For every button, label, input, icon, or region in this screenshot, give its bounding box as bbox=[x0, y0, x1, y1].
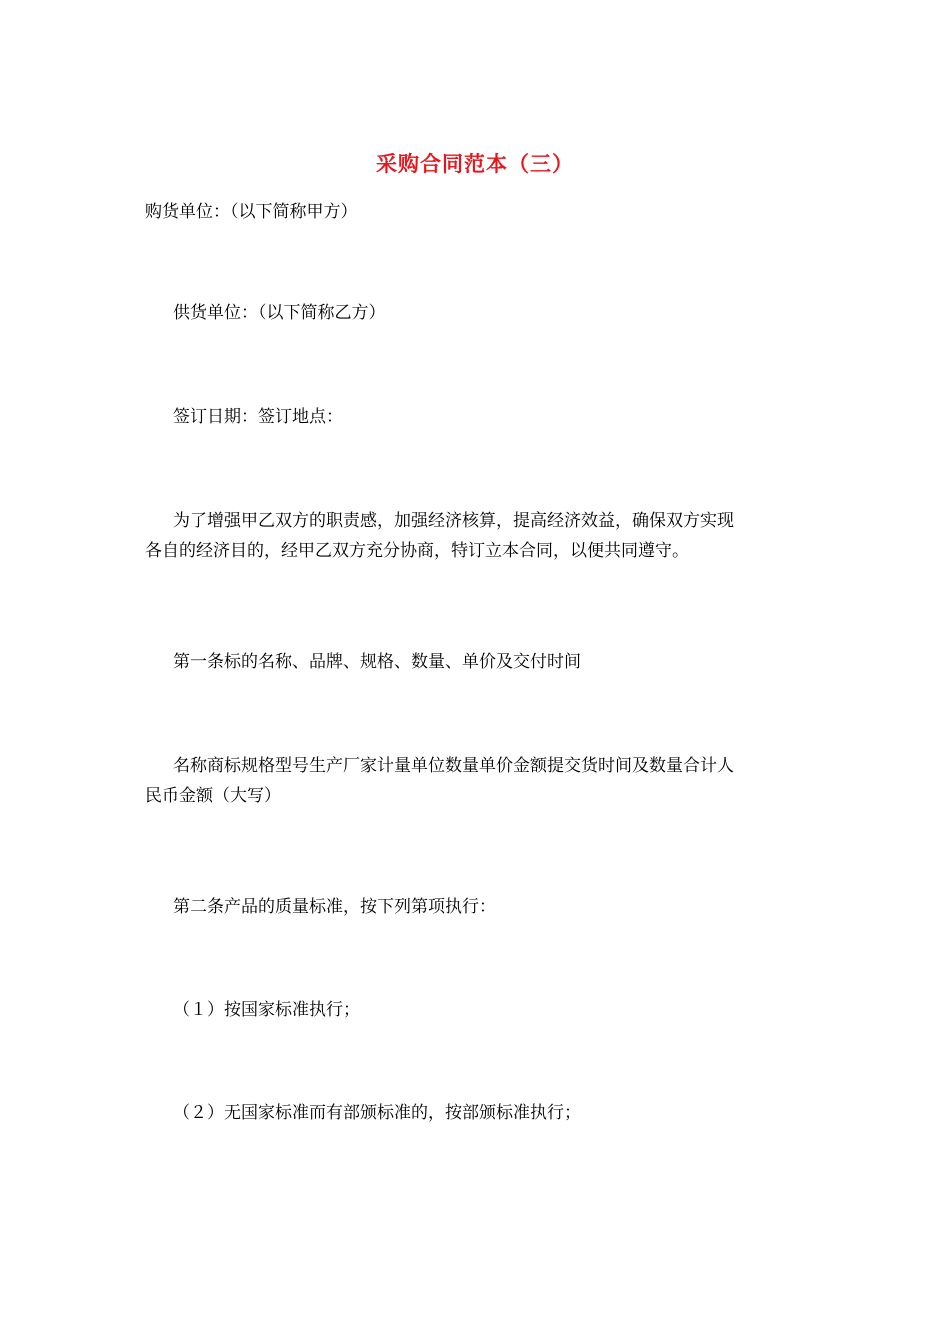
article-2-heading: 第二条产品的质量标准，按下列第项执行： bbox=[173, 897, 496, 917]
purpose-paragraph bbox=[145, 506, 815, 566]
table-header-paragraph bbox=[145, 751, 815, 811]
seller-line: 供货单位：（以下简称乙方） bbox=[173, 303, 386, 323]
purpose-line-2: 各自的经济目的，经甲乙双方充分协商，特订立本合同，以便共同遵守。 bbox=[145, 541, 689, 561]
document-title: 采购合同范本（三） bbox=[376, 151, 574, 176]
buyer-line: 购货单位：（以下简称甲方） bbox=[145, 202, 358, 222]
clause-item-2: （２）无国家标准而有部颁标准的，按部颁标准执行； bbox=[173, 1103, 581, 1123]
table-header-line-1: 名称商标规格型号生产厂家计量单位数量单价金额提交货时间及数量合计人 bbox=[173, 756, 734, 776]
table-header-line-2: 民币金额（大写） bbox=[145, 786, 281, 806]
purpose-line-1: 为了增强甲乙双方的职责感，加强经济核算，提高经济效益，确保双方实现 bbox=[173, 511, 734, 531]
clause-item-1: （１）按国家标准执行； bbox=[173, 1000, 360, 1020]
sign-date-place-line: 签订日期：签订地点： bbox=[173, 407, 343, 427]
article-1-heading: 第一条标的名称、品牌、规格、数量、单价及交付时间 bbox=[173, 652, 581, 672]
